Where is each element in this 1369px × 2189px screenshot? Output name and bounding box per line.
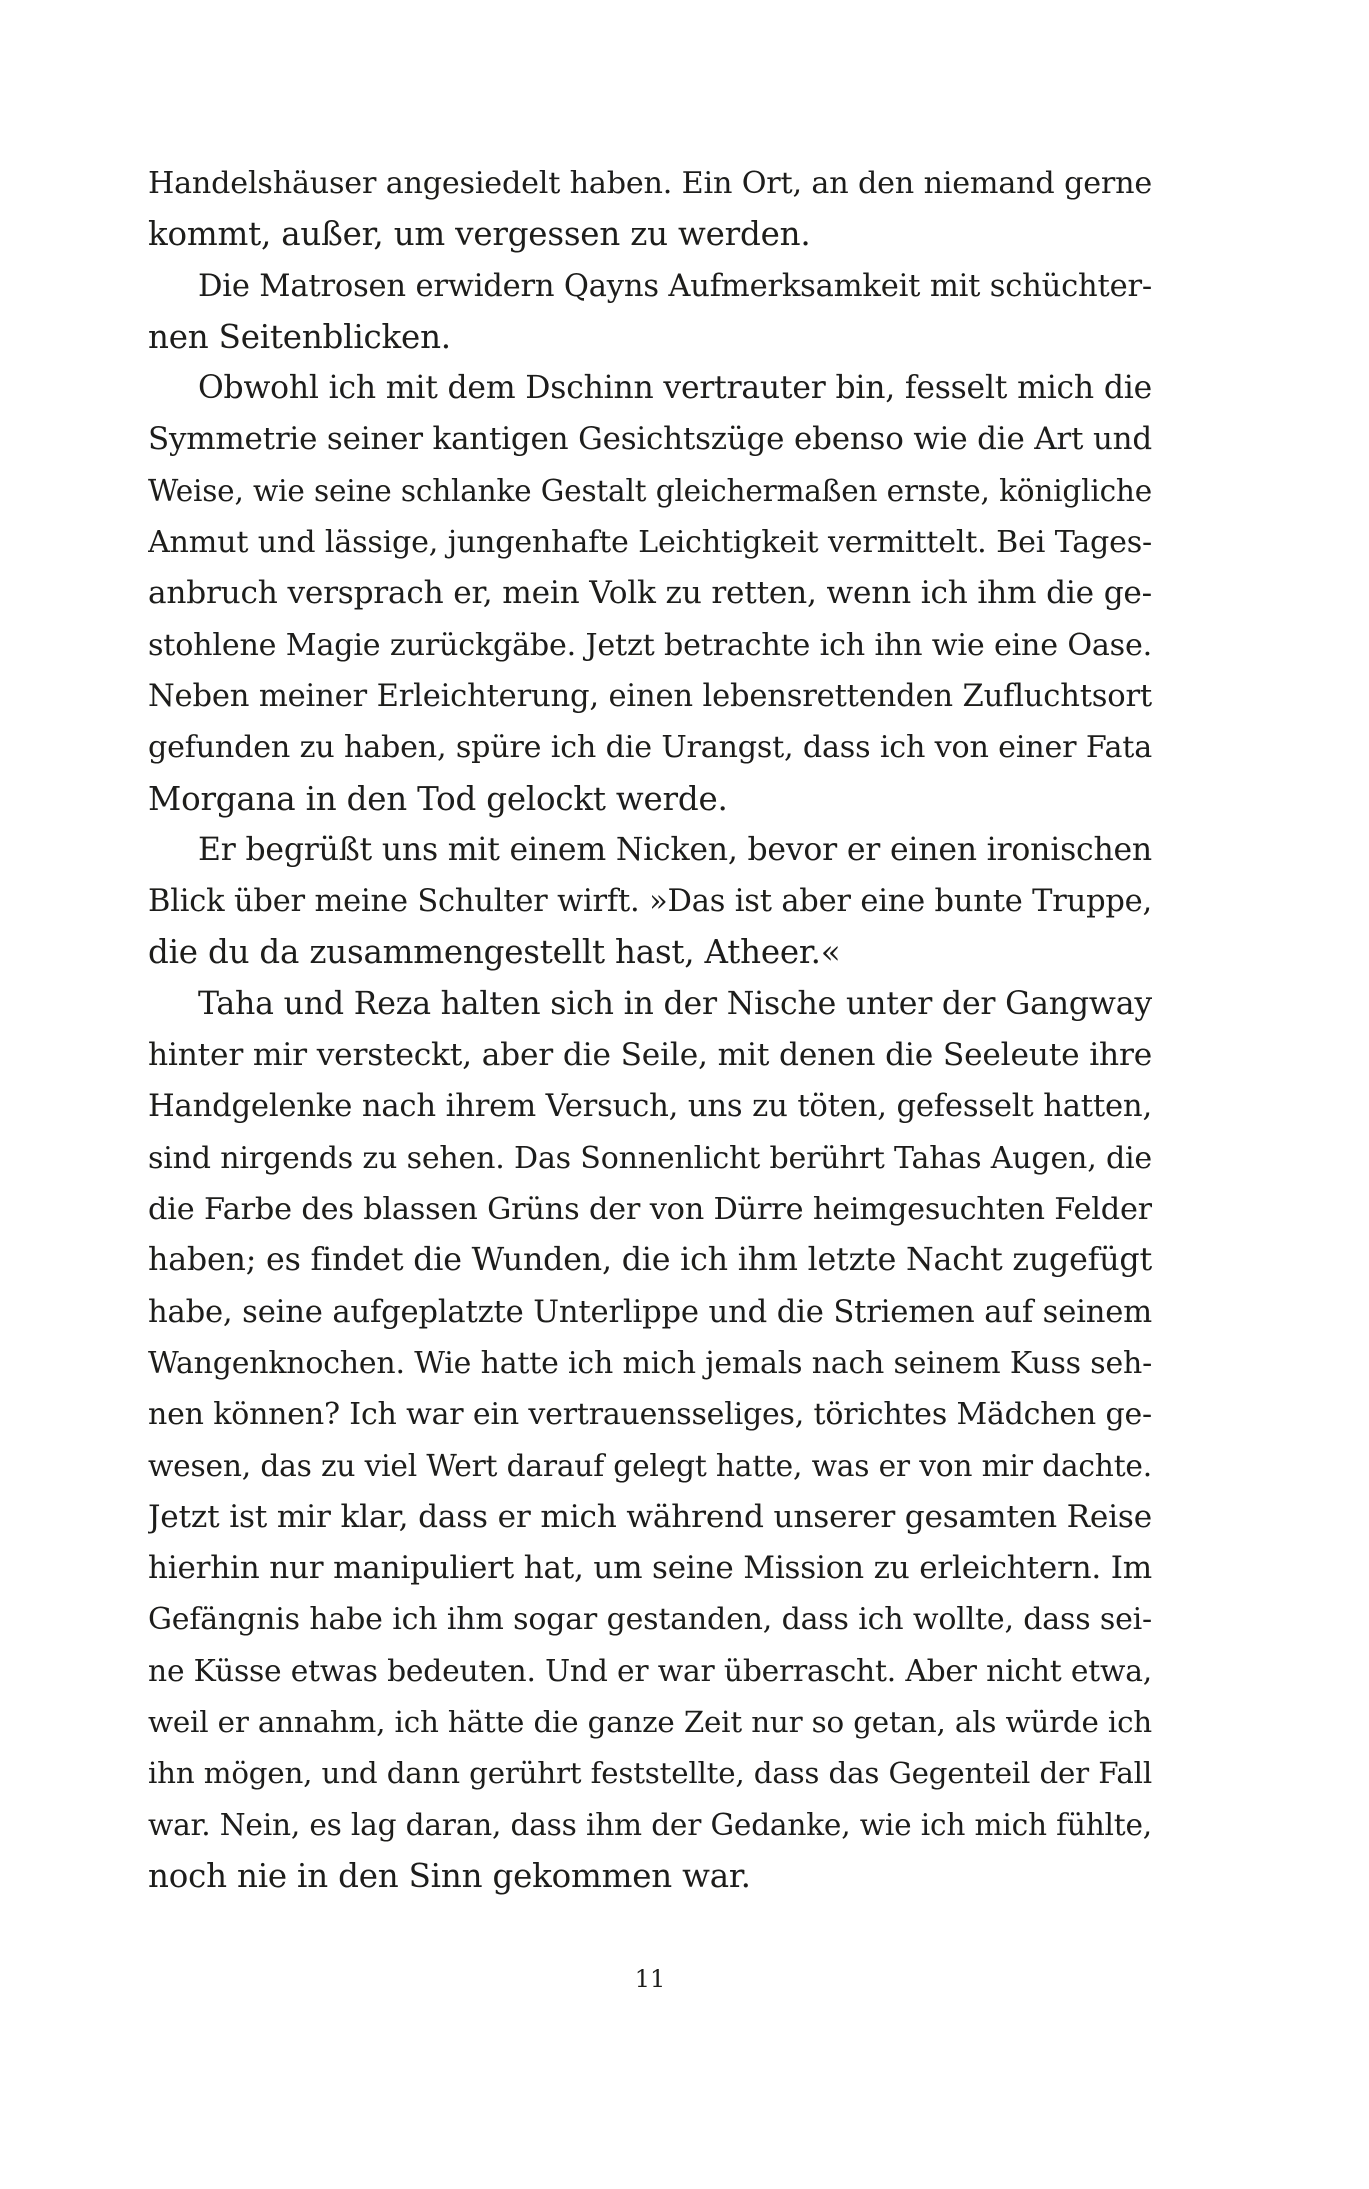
text-line: hinter mir versteckt, aber die Seile, mit denen die Seeleute ihre [148, 1037, 1152, 1074]
text-line: habe, seine aufgeplatzte Unterlippe und die Striemen auf seinem [148, 1294, 1152, 1330]
text-line: kommt, außer, um vergessen zu werden. [148, 215, 811, 254]
text-line: hierhin nur manipuliert hat, um seine Mission zu erleichtern. Im [148, 1550, 1152, 1587]
text-line: haben; es findet die Wunden, die ich ihm letzte Nacht zugefügt [148, 1242, 1152, 1279]
text-line: nen Seitenblicken. [148, 317, 451, 356]
text-line: Wangenknochen. Wie hatte ich mich jemals nach seinem Kuss seh- [148, 1345, 1152, 1381]
text-line: die Farbe des blassen Grüns der von Dürre heimgesuchten Felder [148, 1191, 1152, 1227]
text-line: war. Nein, es lag daran, dass ihm der Gedanke, wie ich mich fühlte, [148, 1807, 1152, 1842]
text-line: sind nirgends zu sehen. Das Sonnenlicht berührt Tahas Augen, die [148, 1140, 1152, 1176]
text-line: anbruch versprach er, mein Volk zu retten, wenn ich ihm die ge- [148, 575, 1152, 612]
text-line: Jetzt ist mir klar, dass er mich während unserer gesamten Reise [148, 1498, 1152, 1535]
text-line: weil er annahm, ich hätte die ganze Zeit nur so getan, als würde ich [148, 1704, 1152, 1739]
body-text [148, 158, 1152, 1902]
text-line: stohlene Magie zurückgäbe. Jetzt betrachte ich ihn wie eine Oase. [148, 627, 1152, 663]
text-line: Obwohl ich mit dem Dschinn vertrauter bin, fesselt mich die [198, 370, 1152, 407]
text-line: ne Küsse etwas bedeuten. Und er war überrascht. Aber nicht etwa, [148, 1653, 1152, 1689]
text-line: noch nie in den Sinn gekommen war. [148, 1856, 751, 1895]
text-line: nen können? Ich war ein vertrauensseliges, törichtes Mädchen ge- [148, 1397, 1152, 1433]
text-line: gefunden zu haben, spüre ich die Urangst, dass ich von einer Fata [148, 730, 1152, 766]
page-number: 11 [634, 1965, 666, 1993]
text-line: Symmetrie seiner kantigen Gesichtszüge ebenso wie die Art und [148, 421, 1152, 458]
text-line: wesen, das zu viel Wert darauf gelegt hatte, was er von mir dachte. [148, 1448, 1152, 1484]
text-line: Neben meiner Erleichterung, einen lebensrettenden Zufluchtsort [148, 678, 1152, 714]
text-line: Blick über meine Schulter wirft. »Das ist aber eine bunte Truppe, [148, 884, 1152, 920]
text-line: Handgelenke nach ihrem Versuch, uns zu töten, gefesselt hatten, [148, 1089, 1152, 1125]
text-line: ihn mögen, und dann gerührt feststellte, dass das Gegenteil der Fall [148, 1756, 1152, 1791]
text-line: Taha und Reza halten sich in der Nische unter der Gangway [198, 985, 1152, 1022]
text-line: Weise, wie seine schlanke Gestalt gleichermaßen ernste, königliche [148, 473, 1152, 508]
text-line: Die Matrosen erwidern Qayns Aufmerksamkeit mit schüchter- [198, 268, 1152, 304]
text-line: die du da zusammengestellt hast, Atheer.« [148, 933, 841, 972]
text-line: Gefängnis habe ich ihm sogar gestanden, dass ich wollte, dass sei- [148, 1602, 1152, 1638]
text-line: Er begrüßt uns mit einem Nicken, bevor er einen ironischen [198, 831, 1152, 868]
text-line: Anmut und lässige, jungenhafte Leichtigkeit vermittelt. Bei Tages- [148, 525, 1152, 561]
text-line: Handelshäuser angesiedelt haben. Ein Ort, an den niemand gerne [148, 166, 1152, 201]
text-line: Morgana in den Tod gelockt werde. [148, 779, 728, 818]
